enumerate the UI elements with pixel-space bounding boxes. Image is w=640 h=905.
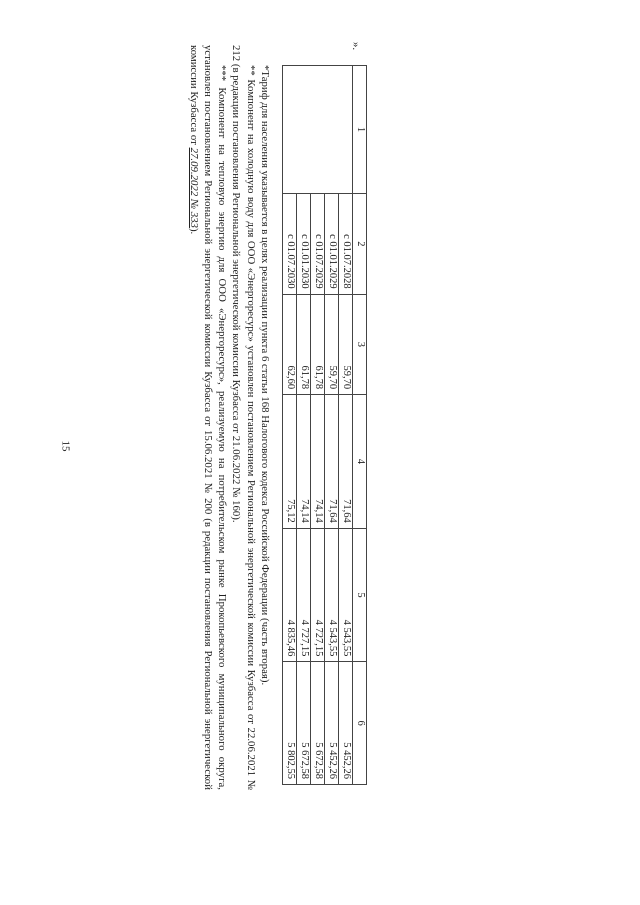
header-col-3: 3: [353, 294, 367, 395]
table-cell: 4 727,15: [297, 528, 311, 662]
table-cell-blank: [283, 66, 353, 194]
table-cell: 62,60: [283, 294, 297, 395]
table-cell: 61,78: [297, 294, 311, 395]
table-cell: 5 672,58: [311, 662, 325, 785]
handwritten-date: 27.09.2022 № 333: [187, 147, 200, 228]
table-cell: 71,64: [339, 395, 353, 529]
header-col-4: 4: [353, 395, 367, 529]
table-cell: 4 543,55: [339, 528, 353, 662]
table-cell: 71,64: [325, 395, 339, 529]
table-row: [339, 66, 353, 785]
table-cell: 74,14: [297, 395, 311, 529]
header-col-1: 1: [353, 66, 367, 194]
table-cell-period: с 01.01.2030: [297, 194, 311, 295]
table-cell-period: с 01.07.2028: [339, 194, 353, 295]
footnote-cold-water: ** Компонент на холодную воду для ООО «Энергоресурс» установлен постановлением Региональной энергетической комиссии Кузбасса от 22.06.2021 № 212 (в редакции постановления Региональной энергетической комиссии Кузбасса от 21.06.2022 № 160).: [230, 45, 257, 790]
table-cell: 5 672,58: [297, 662, 311, 785]
table-cell: 75,12: [283, 395, 297, 529]
table-cell: 5 452,26: [325, 662, 339, 785]
table-cell: 4 835,46: [283, 528, 297, 662]
table-cell-period: с 01.07.2029: [311, 194, 325, 295]
header-col-5: 5: [353, 528, 367, 662]
closing-quote: ».: [350, 41, 363, 51]
rotated-content: [107, 45, 367, 815]
footnote-heat-main: *** Компонент на тепловую энергию для ООО «Энергоресурс», реализуемую на потребительском рынке Прокопьевского муниципального округа, установлен постановлением Региональной энергетической комиссии Кузбасса от 15.06.2021 № 200 (в редакции постановления Региональной энергетической комиссии Кузбасса от: [187, 45, 229, 790]
page-number: 15: [59, 440, 72, 452]
table-cell: 61,78: [311, 294, 325, 395]
footnote-heat-end: ).: [187, 227, 200, 235]
table-cell: 74,14: [311, 395, 325, 529]
footnotes: [187, 45, 273, 790]
footnote-tax: *Тариф для населения указывается в целях реализации пункта 6 статьи 168 Налогового кодекса Российской Федерации (часть вторая).: [259, 65, 271, 686]
table-cell: 59,70: [339, 294, 353, 395]
table-cell: 5 452,26: [339, 662, 353, 785]
table-cell: 59,70: [325, 294, 339, 395]
tariff-table: [282, 65, 367, 785]
header-col-6: 6: [353, 662, 367, 785]
header-col-2: 2: [353, 194, 367, 295]
table-cell: 4 727,15: [311, 528, 325, 662]
footnote-heat-energy: [187, 45, 230, 790]
table-cell-period: с 01.07.2030: [283, 194, 297, 295]
table-cell: 4 543,55: [325, 528, 339, 662]
table-header-row: [353, 66, 367, 785]
table-cell-period: с 01.01.2029: [325, 194, 339, 295]
table-cell: 5 802,55: [283, 662, 297, 785]
